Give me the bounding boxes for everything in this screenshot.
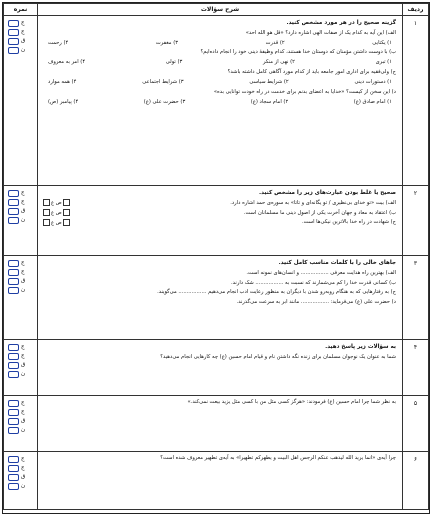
grade-letter: ق: [21, 418, 26, 424]
question-number: ۴: [403, 340, 429, 396]
option[interactable]: ۴) رحمت: [48, 39, 69, 46]
question-title: صحیح یا غلط بودن عبارت‌های زیر را مشخص کنید.: [259, 190, 396, 196]
grade-box[interactable]: [8, 29, 19, 36]
tf-statement: ج) شهادت در راه خدا بالاترین نیکی‌ها است.: [301, 219, 396, 226]
fill-blank-item: ج) به رفتارهایی که به هنگام روبه‌رو شدن با دیگران به منظور رعایت ادب انجام می‌دهیم ................. می‌گویند.: [157, 289, 396, 296]
option[interactable]: ۳) شرایط اجتماعی: [142, 79, 184, 85]
grade-cell: [4, 16, 38, 186]
grade-letter: ج: [21, 29, 25, 35]
option[interactable]: ۴) همه موارد: [48, 79, 77, 85]
grade-letter: ج: [21, 344, 25, 350]
grade-letter: ج: [21, 409, 25, 415]
question-number: ۲: [403, 186, 429, 256]
grade-box[interactable]: [8, 208, 19, 215]
tf-checkboxes[interactable]: [42, 219, 71, 229]
part-stem: ج) ولی‌فقیه برای اداری امور جامعه باید از کدام مورد آگاهی کامل داشته باشد؟: [227, 69, 396, 76]
grade-box[interactable]: [8, 418, 19, 425]
grade-letter: ج: [21, 199, 25, 205]
option[interactable]: ۱) یکتایی: [372, 39, 392, 46]
header-desc: شرح سؤالات: [38, 4, 403, 16]
option[interactable]: ۱) تبری: [375, 59, 392, 66]
grade-letter: ج: [21, 456, 25, 462]
grade-box[interactable]: [8, 287, 19, 294]
question-number: ۳: [403, 256, 429, 340]
part-stem: ب) با دوست داشتن مؤمنان که دوستان خدا هستند، کدام وظیفهٔ دینی خود را انجام داده‌ایم؟: [200, 49, 396, 56]
question-body-5: [38, 396, 403, 452]
option[interactable]: ۲) قدرت: [265, 39, 285, 46]
grade-letter: ق: [21, 38, 26, 44]
grade-letter: ن: [21, 47, 26, 53]
grade-letter: ق: [21, 208, 26, 214]
question-row-2: [4, 186, 429, 256]
grade-box[interactable]: [8, 20, 19, 27]
grade-box[interactable]: [8, 465, 19, 472]
grade-letter: ج: [21, 353, 25, 359]
grade-box[interactable]: [8, 353, 19, 360]
grade-box[interactable]: [8, 260, 19, 267]
tf-statement: ب) اعتقاد به معاد و جهان آخرت یکی از اصول دینی ما مسلمانان است.: [243, 209, 396, 216]
tf-label: ص غ: [51, 209, 62, 216]
grade-letter: ق: [21, 278, 26, 284]
grade-box[interactable]: [8, 456, 19, 463]
question-title: به سؤالات زیر پاسخ دهید.: [325, 344, 396, 350]
question-body-3: [38, 256, 403, 340]
grade-box[interactable]: [8, 278, 19, 285]
tf-checkboxes[interactable]: [42, 199, 71, 209]
grade-box[interactable]: [8, 483, 19, 490]
option[interactable]: ۴) پیامبر (ص): [48, 98, 79, 105]
tf-statement: الف) بیت «تو خدای بی‌نظیری / تو یگانه‌ای و تاتا» به سوره‌ی حمد اشاره دارد.: [230, 199, 396, 206]
grade-letter: ج: [21, 260, 25, 266]
option[interactable]: ۱) دستورات دینی: [354, 79, 392, 85]
question-title: گزینه صحیح را در هر مورد مشخص کنید.: [286, 20, 396, 26]
question-row-1: [4, 16, 429, 186]
grade-box[interactable]: [8, 409, 19, 416]
grade-cell: [4, 256, 38, 340]
grade-letter: ن: [21, 287, 26, 293]
grade-cell: [4, 340, 38, 396]
grade-cell: [4, 452, 38, 510]
question-number: ۱: [403, 16, 429, 186]
option[interactable]: ۳) تولی: [165, 59, 183, 66]
grade-box[interactable]: [8, 474, 19, 481]
question-row-5: [4, 396, 429, 452]
tf-label: ص غ: [51, 199, 62, 206]
exam-table: [3, 3, 429, 510]
question-text: به نظر شما چرا امام حسین (ع) فرمودند: «هرگز کسی مثل من با کسی مثل یزید بیعت نمی‌کند.»: [187, 399, 396, 405]
tf-label: ص غ: [51, 219, 62, 226]
grade-box[interactable]: [8, 371, 19, 378]
question-title: جاهای خالی را با کلمات مناسب کامل کنید.: [278, 260, 396, 266]
option[interactable]: ۳) حضرت علی (ع): [143, 98, 186, 105]
grade-box[interactable]: [8, 190, 19, 197]
tf-checkboxes[interactable]: [42, 209, 71, 219]
grade-box[interactable]: [8, 427, 19, 434]
question-row-6: [4, 452, 429, 510]
question-text: چرا آیه‌ی «انما یرید الله لیذهب عنکم الرجس اهل البیت و یطهرکم تطهیرا» به آیه‌ی تطهیر معروف شده است؟: [160, 455, 396, 461]
grade-cell: [4, 396, 38, 452]
option[interactable]: ۲) امام سجاد (ع): [250, 98, 289, 105]
grade-letter: ج: [21, 400, 25, 406]
grade-box[interactable]: [8, 199, 19, 206]
option[interactable]: ۴) امر به معروف: [48, 59, 86, 66]
question-text: شما به عنوان یک نوجوان مسلمان برای زنده نگه داشتن نام و قیام امام حسین (ع) چه کارهایی انجام می‌دهید؟: [160, 353, 396, 360]
question-body-6: [38, 452, 403, 510]
part-stem: د) این سخن از کیست؟ «خدایا به اعضای بدنم برای خدمت در راه خودت توانایی بده»: [213, 88, 396, 95]
grade-cell: [4, 186, 38, 256]
grade-letter: ن: [21, 483, 26, 489]
question-body-4: [38, 340, 403, 396]
grade-box[interactable]: [8, 269, 19, 276]
grade-letter: ج: [21, 20, 25, 26]
option[interactable]: ۱) امام صادق (ع): [353, 98, 392, 105]
grade-letter: ن: [21, 427, 26, 433]
fill-blank-item: د) حضرت علی (ع) می‌فرماید: ................. مانند ابر به سرعت می‌گذرند.: [236, 299, 396, 306]
header-row: [4, 4, 429, 16]
question-row-3: [4, 256, 429, 340]
grade-letter: ج: [21, 465, 25, 471]
grade-letter: ن: [21, 371, 26, 377]
exam-sheet: [2, 2, 430, 514]
fill-blank-item: الف) بهترین راه هدایت معرفی ................. و انسان‌های نمونه است.: [246, 269, 396, 276]
grade-box[interactable]: [8, 217, 19, 224]
option[interactable]: ۲) شرایط سیاسی: [249, 79, 289, 85]
question-body-2: [38, 186, 403, 256]
option[interactable]: ۲) نهی از منکر: [262, 59, 295, 66]
grade-box[interactable]: [8, 344, 19, 351]
question-number: ۶: [403, 452, 429, 510]
question-body-1: [38, 16, 403, 186]
option[interactable]: ۳) مغفرت: [155, 39, 179, 46]
grade-box[interactable]: [8, 400, 19, 407]
grade-letter: ق: [21, 362, 26, 368]
grade-box[interactable]: [8, 362, 19, 369]
fill-blank-item: ب) کسانی قدرت خدا را کم می‌شمارند که نسبت به ................. شک دارند.: [231, 279, 396, 286]
grade-letter: ق: [21, 474, 26, 480]
part-stem: الف) این آیه به کدام یک از صفات الهی اشاره دارد؟ «قل هو الله احد»: [245, 29, 396, 36]
header-num: ردیف: [403, 4, 429, 16]
grade-letter: ج: [21, 269, 25, 275]
question-row-4: [4, 340, 429, 396]
grade-box[interactable]: [8, 47, 19, 54]
grade-letter: ج: [21, 190, 25, 196]
grade-box[interactable]: [8, 38, 19, 45]
header-grade: نمره: [4, 4, 38, 16]
question-number: ۵: [403, 396, 429, 452]
grade-letter: ن: [21, 217, 26, 223]
